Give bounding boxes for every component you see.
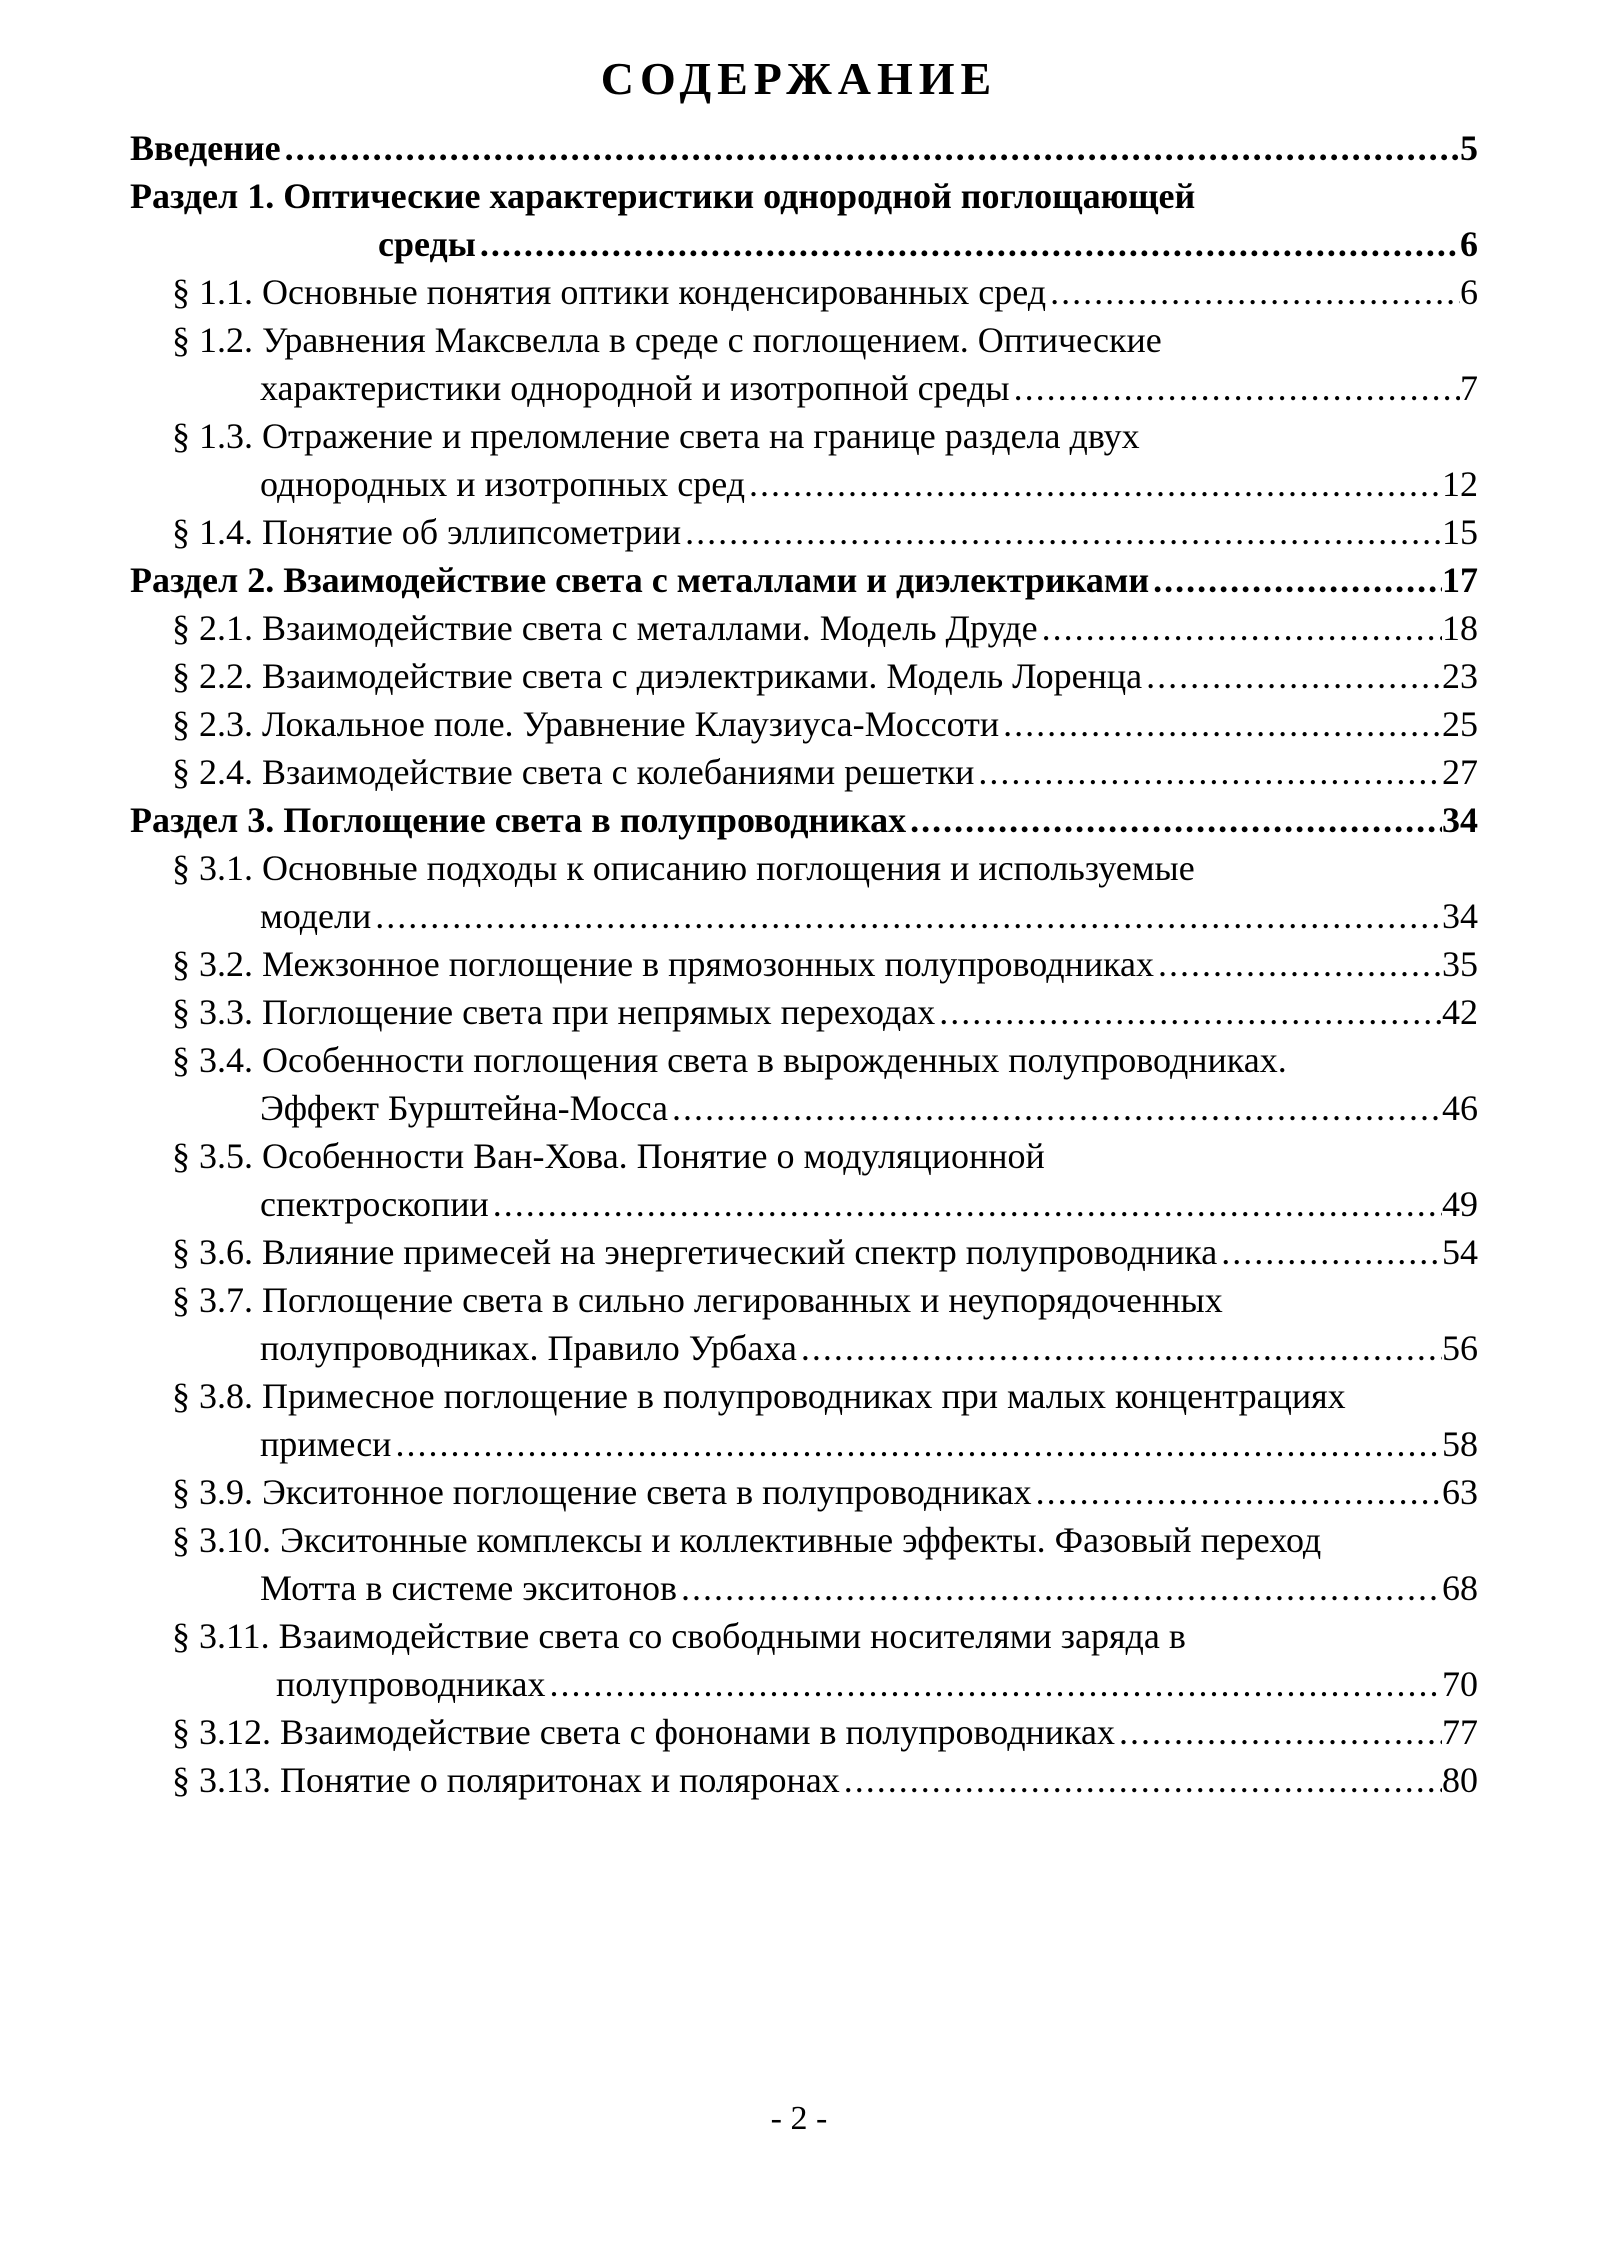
toc-entry-text: § 3.6. Влияние примесей на энергетический спектр полупроводника <box>172 1232 1218 1272</box>
dot-leader <box>681 508 1442 556</box>
toc-entry-3-2[interactable] <box>130 940 1478 988</box>
toc-entry-3-12[interactable] <box>130 1708 1478 1756</box>
toc-entry-text: § 3.12. Взаимодействие света с фононами в полупроводниках <box>172 1712 1115 1752</box>
toc-entry-3-1-line2[interactable] <box>130 892 1478 940</box>
toc-entry-text: § 1.4. Понятие об эллипсометрии <box>172 512 682 552</box>
toc-entry-2-3[interactable] <box>130 700 1478 748</box>
toc-entry-3-1-line1[interactable]: § 3.1. Основные подходы к описанию поглощения и используемые <box>172 848 1195 888</box>
dot-leader <box>546 1660 1442 1708</box>
toc-entry-text: § 3.13. Понятие о поляритонах и поляронах <box>172 1760 840 1800</box>
toc-section-1-continuation[interactable] <box>130 220 1478 268</box>
dot-leader <box>489 1180 1442 1228</box>
dot-leader <box>1038 604 1442 652</box>
dot-leader <box>476 220 1460 268</box>
toc-page-number: 17 <box>1442 560 1478 600</box>
toc-entry-text: Введение <box>130 128 281 168</box>
dot-leader <box>999 700 1442 748</box>
toc-page-number: 18 <box>1442 608 1478 648</box>
dot-leader <box>668 1084 1442 1132</box>
dot-leader <box>1010 364 1460 412</box>
page-title: СОДЕРЖАНИЕ <box>600 53 998 104</box>
toc-entry-text: Раздел 2. Взаимодействие света с металлами и диэлектриками <box>130 560 1150 600</box>
dot-leader <box>1115 1708 1442 1756</box>
toc-page-number: 63 <box>1442 1472 1478 1512</box>
toc-entry-3-8-line1[interactable]: § 3.8. Примесное поглощение в полупроводниках при малых концентрациях <box>172 1376 1346 1416</box>
toc-entry-3-10-line1[interactable]: § 3.10. Экситонные комплексы и коллективные эффекты. Фазовый переход <box>172 1520 1322 1560</box>
toc-section-2-heading[interactable] <box>130 556 1478 604</box>
toc-entry-text: Мотта в системе экситонов <box>260 1568 678 1608</box>
toc-entry-2-2[interactable] <box>130 652 1478 700</box>
toc-entry-text: однородных и изотропных сред <box>260 464 746 504</box>
toc-entry-text: спектроскопии <box>260 1184 489 1224</box>
toc-entry-3-5-line1[interactable]: § 3.5. Особенности Ван-Хова. Понятие о модуляционной <box>172 1136 1045 1176</box>
toc-entry-3-10-line2[interactable] <box>130 1564 1478 1612</box>
toc-entry-text: § 2.1. Взаимодействие света с металлами. Модель Друде <box>172 608 1038 648</box>
toc-entry-1-2-line1[interactable]: § 1.2. Уравнения Максвелла в среде с поглощением. Оптические <box>172 320 1162 360</box>
toc-entry-3-13[interactable] <box>130 1756 1478 1804</box>
toc-page-number: 5 <box>1460 128 1478 168</box>
toc-entry-2-4[interactable] <box>130 748 1478 796</box>
toc-page-number: 35 <box>1442 944 1478 984</box>
toc-page-number: 34 <box>1442 896 1478 936</box>
toc-page-number: 42 <box>1442 992 1478 1032</box>
toc-page-number: 6 <box>1460 224 1478 264</box>
toc-entry-text: полупроводниках. Правило Урбаха <box>260 1328 797 1368</box>
toc-entry-3-7-line1[interactable]: § 3.7. Поглощение света в сильно легированных и неупорядоченных <box>172 1280 1223 1320</box>
toc-entry-intro[interactable] <box>130 124 1478 172</box>
toc-page-number: 68 <box>1442 1568 1478 1608</box>
toc-entry-text: § 1.1. Основные понятия оптики конденсированных сред <box>172 272 1047 312</box>
dot-leader <box>745 460 1442 508</box>
toc-entry-2-1[interactable] <box>130 604 1478 652</box>
dot-leader <box>935 988 1442 1036</box>
dot-leader <box>391 1420 1442 1468</box>
toc-entry-3-11-line1[interactable]: § 3.11. Взаимодействие света со свободными носителями заряда в <box>172 1616 1186 1656</box>
dot-leader <box>840 1756 1442 1804</box>
toc-page-number: 34 <box>1442 800 1478 840</box>
toc-entry-text: § 2.2. Взаимодействие света с диэлектриками. Модель Лоренца <box>172 656 1143 696</box>
toc-page-number: 7 <box>1460 368 1478 408</box>
toc-page-number: 49 <box>1442 1184 1478 1224</box>
toc-section-1-heading[interactable]: Раздел 1. Оптические характеристики однородной поглощающей <box>130 176 1196 216</box>
toc-page-number: 25 <box>1442 704 1478 744</box>
toc-entry-text: § 2.3. Локальное поле. Уравнение Клаузиуса-Моссоти <box>172 704 1000 744</box>
toc-entry-1-4[interactable] <box>130 508 1478 556</box>
dot-leader <box>371 892 1442 940</box>
toc-entry-text: § 3.2. Межзонное поглощение в прямозонных полупроводниках <box>172 944 1155 984</box>
toc-entry-3-8-line2[interactable] <box>130 1420 1478 1468</box>
toc-entry-text: модели <box>260 896 372 936</box>
toc-entry-text: примеси <box>260 1424 392 1464</box>
toc-entry-3-7-line2[interactable] <box>130 1324 1478 1372</box>
toc-page-number: 12 <box>1442 464 1478 504</box>
toc-entry-3-11-line2[interactable] <box>130 1660 1478 1708</box>
toc-entry-3-6[interactable] <box>130 1228 1478 1276</box>
dot-leader <box>974 748 1442 796</box>
toc-entry-text: § 3.9. Экситонное поглощение света в полупроводниках <box>172 1472 1032 1512</box>
toc-page-number: 56 <box>1442 1328 1478 1368</box>
toc-entry-text: полупроводниках <box>276 1664 546 1704</box>
toc-entry-text: § 2.4. Взаимодействие света с колебаниями решетки <box>172 752 975 792</box>
dot-leader <box>281 124 1460 172</box>
dot-leader <box>1217 1228 1442 1276</box>
toc-page-number: 58 <box>1442 1424 1478 1464</box>
dot-leader <box>1032 1468 1442 1516</box>
table-of-contents <box>130 124 1478 1804</box>
toc-section-3-heading[interactable] <box>130 796 1478 844</box>
toc-page-number: 15 <box>1442 512 1478 552</box>
toc-page-number: 54 <box>1442 1232 1478 1272</box>
toc-page-number: 23 <box>1442 656 1478 696</box>
dot-leader <box>677 1564 1442 1612</box>
toc-entry-text: Раздел 3. Поглощение света в полупроводниках <box>130 800 907 840</box>
toc-entry-3-4-line2[interactable] <box>130 1084 1478 1132</box>
toc-page-number: 80 <box>1442 1760 1478 1800</box>
dot-leader <box>1046 268 1460 316</box>
toc-entry-1-2-line2[interactable] <box>130 364 1478 412</box>
toc-entry-3-5-line2[interactable] <box>130 1180 1478 1228</box>
toc-entry-1-1[interactable] <box>130 268 1478 316</box>
toc-entry-3-9[interactable] <box>130 1468 1478 1516</box>
toc-entry-3-3[interactable] <box>130 988 1478 1036</box>
toc-entry-1-3-line2[interactable] <box>130 460 1478 508</box>
dot-leader <box>797 1324 1442 1372</box>
dot-leader <box>1149 556 1442 604</box>
toc-page-number: 27 <box>1442 752 1478 792</box>
toc-page-number: 46 <box>1442 1088 1478 1128</box>
toc-entry-text: среды <box>378 224 476 264</box>
toc-entry-text: характеристики однородной и изотропной среды <box>260 368 1010 408</box>
dot-leader <box>1142 652 1442 700</box>
dot-leader <box>906 796 1442 844</box>
toc-entry-1-3-line1[interactable]: § 1.3. Отражение и преломление света на границе раздела двух <box>172 416 1140 456</box>
toc-entry-3-4-line1[interactable]: § 3.4. Особенности поглощения света в вырожденных полупроводниках. <box>172 1040 1287 1080</box>
page-number-footer: - 2 - <box>770 2100 828 2137</box>
dot-leader <box>1154 940 1442 988</box>
toc-entry-text: Эффект Бурштейна-Мосса <box>260 1088 669 1128</box>
toc-page-number: 77 <box>1442 1712 1478 1752</box>
toc-page-number: 70 <box>1442 1664 1478 1704</box>
toc-page-number: 6 <box>1460 272 1478 312</box>
toc-entry-text: § 3.3. Поглощение света при непрямых переходах <box>172 992 936 1032</box>
